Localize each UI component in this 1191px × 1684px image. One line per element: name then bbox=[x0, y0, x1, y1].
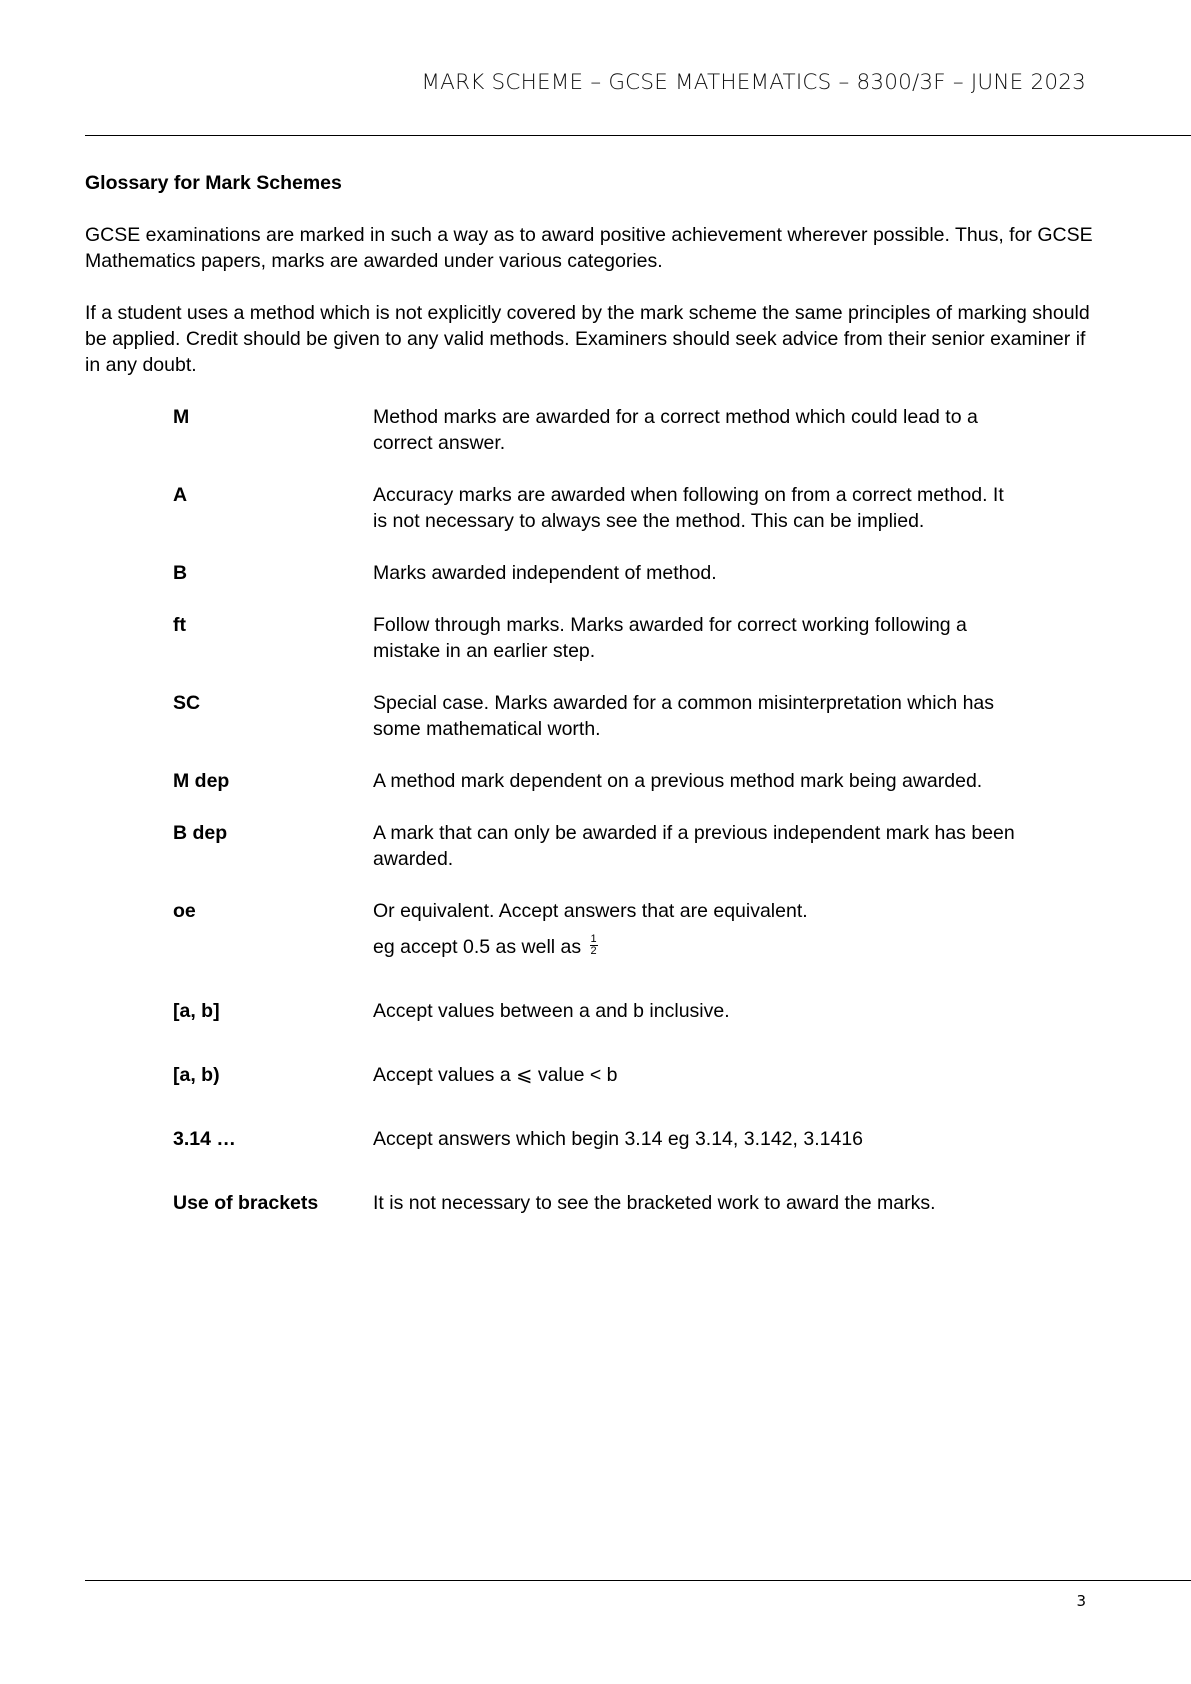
glossary-entry-closed-interval bbox=[173, 998, 1033, 1024]
intro-paragraph: If a student uses a method which is not explicitly covered by the mark scheme the same principles of marking should be applied. Credit should be given to any valid methods. Examiners should seek advice from their senior examiner if in any doubt. bbox=[85, 302, 1090, 376]
footer-divider bbox=[85, 1580, 1191, 1581]
header-divider bbox=[85, 135, 1191, 136]
glossary-entry-m bbox=[173, 404, 1033, 456]
glossary-term: oe bbox=[173, 900, 196, 922]
glossary-entry-use-of-brackets bbox=[173, 1190, 1033, 1216]
running-header-title: MARK SCHEME – GCSE MATHEMATICS – 8300/3F – JUNE 2023 bbox=[421, 70, 1086, 95]
glossary-definition: Accuracy marks are awarded when following on from a correct method. It is not necessary to always see the method. This can be implied. bbox=[373, 484, 1004, 532]
glossary-definition: Method marks are awarded for a correct method which could lead to a correct answer. bbox=[373, 406, 978, 454]
page-content bbox=[85, 170, 1105, 1242]
glossary-example-text: eg accept 0.5 as well as bbox=[373, 936, 582, 958]
glossary-entry-ft bbox=[173, 612, 1033, 664]
glossary-entry-oe bbox=[173, 898, 1033, 960]
glossary-definition: It is not necessary to see the bracketed work to award the marks. bbox=[373, 1192, 936, 1214]
glossary-entry-b-dep bbox=[173, 820, 1033, 872]
glossary-definition: A mark that can only be awarded if a previous independent mark has been awarded. bbox=[373, 822, 1015, 870]
fraction-denominator: 2 bbox=[590, 945, 597, 958]
glossary-term: SC bbox=[173, 692, 201, 714]
glossary-term: [a, b] bbox=[173, 1000, 220, 1022]
glossary-term: M dep bbox=[173, 770, 230, 792]
glossary-term: B dep bbox=[173, 822, 228, 844]
glossary-list bbox=[173, 404, 1033, 1216]
fraction-one-half bbox=[590, 934, 598, 957]
glossary-definition: Accept answers which begin 3.14 eg 3.14, 3.142, 3.1416 bbox=[373, 1128, 864, 1150]
glossary-term: B bbox=[173, 562, 188, 584]
glossary-entry-half-open-interval bbox=[173, 1062, 1033, 1088]
glossary-definition: Accept values a ⩽ value < b bbox=[373, 1064, 618, 1086]
glossary-term: 3.14 … bbox=[173, 1128, 236, 1150]
glossary-term: ft bbox=[173, 614, 186, 636]
glossary-definition: Special case. Marks awarded for a common misinterpretation which has some mathematical worth. bbox=[373, 692, 995, 740]
glossary-entry-b bbox=[173, 560, 1033, 586]
fraction-numerator: 1 bbox=[590, 933, 597, 946]
glossary-term: M bbox=[173, 406, 190, 428]
glossary-definition bbox=[373, 898, 1023, 960]
glossary-entry-3-14 bbox=[173, 1126, 1033, 1152]
glossary-definition: A method mark dependent on a previous method mark being awarded. bbox=[373, 770, 983, 792]
glossary-definition: Accept values between a and b inclusive. bbox=[373, 1000, 730, 1022]
glossary-definition: Follow through marks. Marks awarded for correct working following a mistake in an earlier step. bbox=[373, 614, 967, 662]
glossary-term: Use of brackets bbox=[173, 1192, 319, 1214]
glossary-definition-text: Or equivalent. Accept answers that are equivalent. bbox=[373, 900, 808, 922]
glossary-term: A bbox=[173, 484, 188, 506]
page-number: 3 bbox=[1076, 1592, 1086, 1610]
glossary-entry-sc bbox=[173, 690, 1033, 742]
glossary-example bbox=[373, 934, 1023, 960]
glossary-title: Glossary for Mark Schemes bbox=[85, 172, 342, 194]
glossary-entry-a bbox=[173, 482, 1033, 534]
glossary-entry-m-dep bbox=[173, 768, 1033, 794]
glossary-term: [a, b) bbox=[173, 1064, 220, 1086]
glossary-definition: Marks awarded independent of method. bbox=[373, 562, 717, 584]
intro-paragraph: GCSE examinations are marked in such a way as to award positive achievement wherever possible. Thus, for GCSE Mathematics papers, marks are awarded under various categories. bbox=[85, 224, 1093, 272]
